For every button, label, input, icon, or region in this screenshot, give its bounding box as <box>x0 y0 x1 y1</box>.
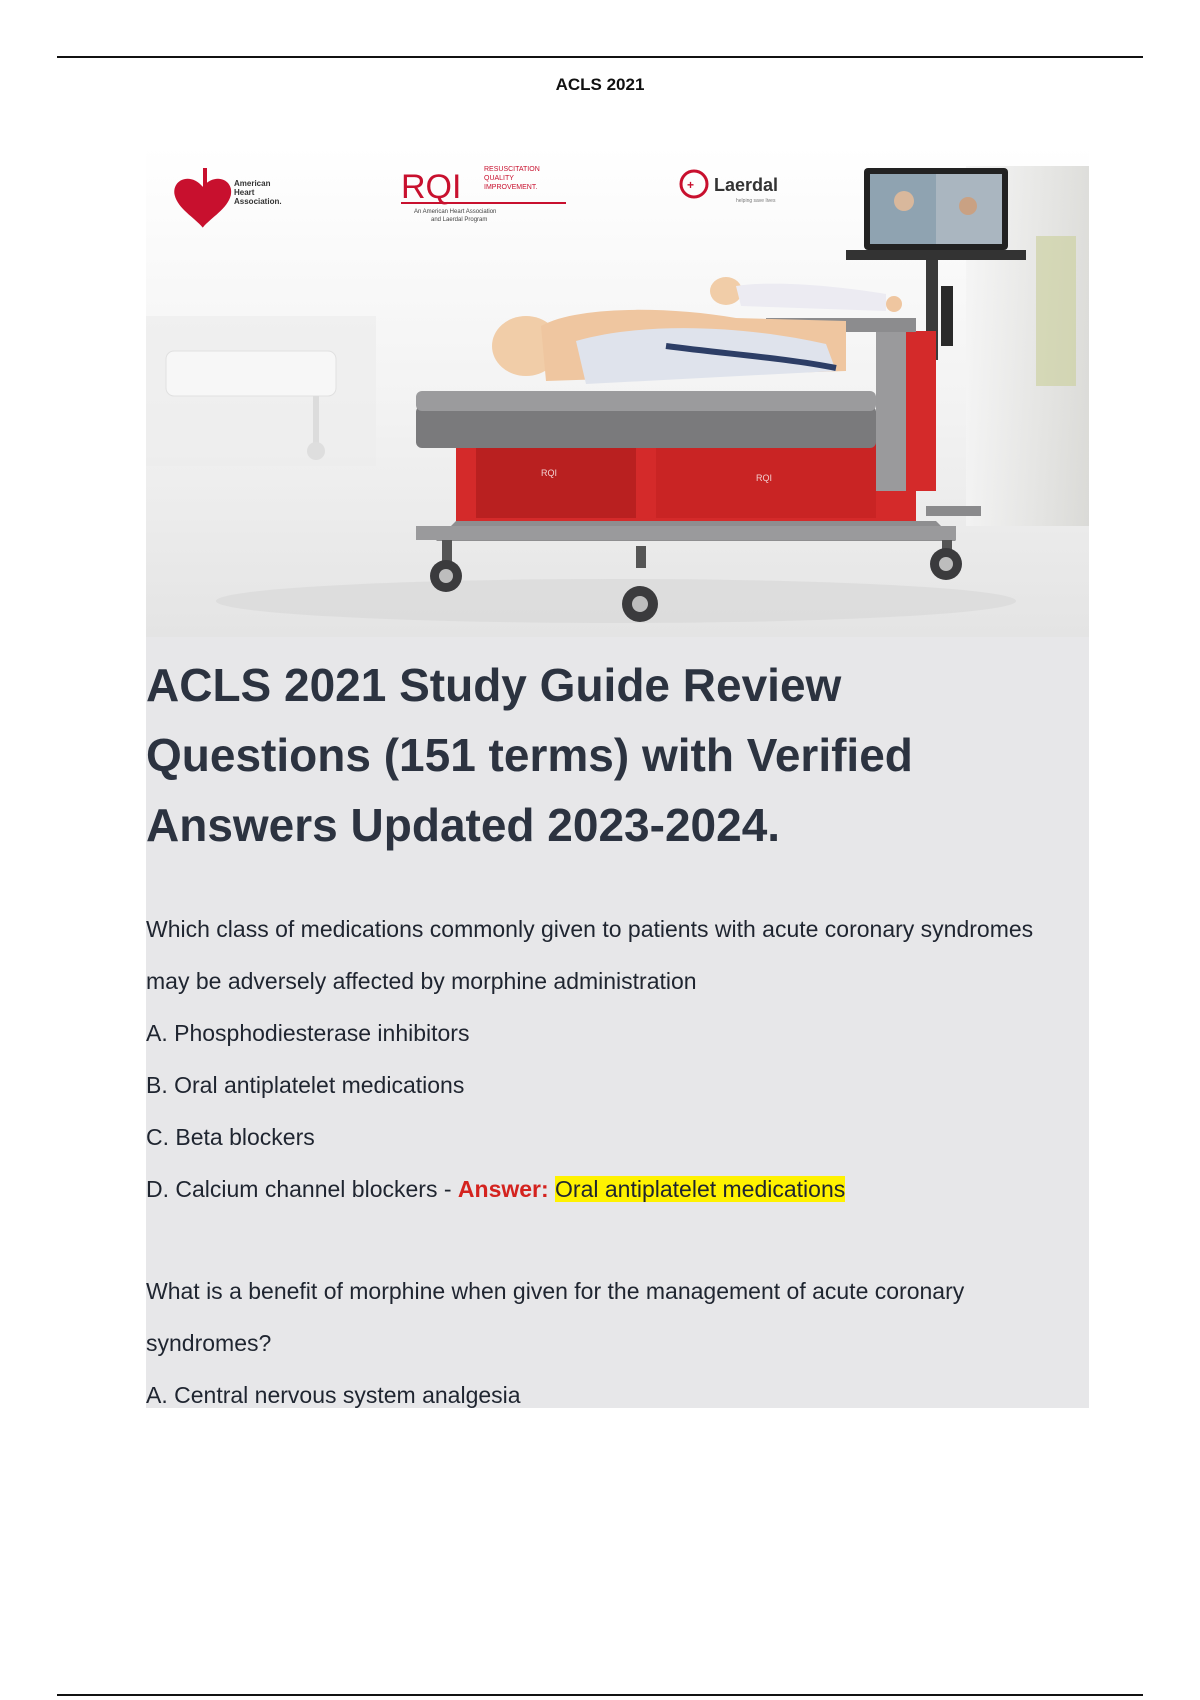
aha-logo-line-3: Association. <box>234 197 282 206</box>
aha-logo-line-1: American <box>234 179 271 188</box>
question-stem: What is a benefit of morphine when given for the management of acute coronary syndromes? <box>146 1278 965 1356</box>
laerdal-wordmark: Laerdal <box>714 175 779 195</box>
manikin-cart-illustration <box>146 146 1089 637</box>
laerdal-tagline: helping save lives <box>736 198 776 204</box>
option-d: D. Calcium channel blockers - <box>146 1176 458 1202</box>
svg-text:+: + <box>687 178 695 192</box>
rqi-mark: RQI <box>401 168 462 206</box>
rqi-line-2: QUALITY <box>484 175 514 182</box>
aha-logo-line-2: Heart <box>234 188 255 197</box>
answer-text: Oral antiplatelet medications <box>555 1176 846 1202</box>
option-a: A. Phosphodiesterase inhibitors <box>146 1020 470 1046</box>
rqi-line-1: RESUSCITATION <box>484 166 540 173</box>
document-title: ACLS 2021 Study Guide Review Questions (151 terms) with Verified Answers Updated 2023-2024. <box>146 659 913 851</box>
cart-badge-right: RQI <box>756 473 773 483</box>
rqi-line-3: IMPROVEMENT. <box>484 184 538 191</box>
option-c: C. Beta blockers <box>146 1124 315 1150</box>
answer-label: Answer: <box>457 1176 549 1202</box>
content-panel <box>146 146 1089 1408</box>
question-stem: Which class of medications commonly given to patients with acute coronary syndromes may be adversely affected by morphine administration <box>146 916 1034 994</box>
question-block <box>146 1265 1076 1421</box>
option-b: B. Oral antiplatelet medications <box>146 1072 465 1098</box>
rqi-sub-1: An American Heart Association <box>414 209 497 215</box>
footer-rule <box>57 1694 1143 1696</box>
hero-image <box>146 146 1089 637</box>
question-block <box>146 903 1076 1215</box>
option-a: A. Central nervous system analgesia <box>146 1382 521 1408</box>
rqi-sub-2: and Laerdal Program <box>431 217 488 223</box>
cart-badge-left: RQI <box>541 468 558 478</box>
header-rule <box>57 56 1143 58</box>
option-d-with-answer <box>146 1163 1076 1215</box>
running-header: ACLS 2021 <box>555 75 645 94</box>
